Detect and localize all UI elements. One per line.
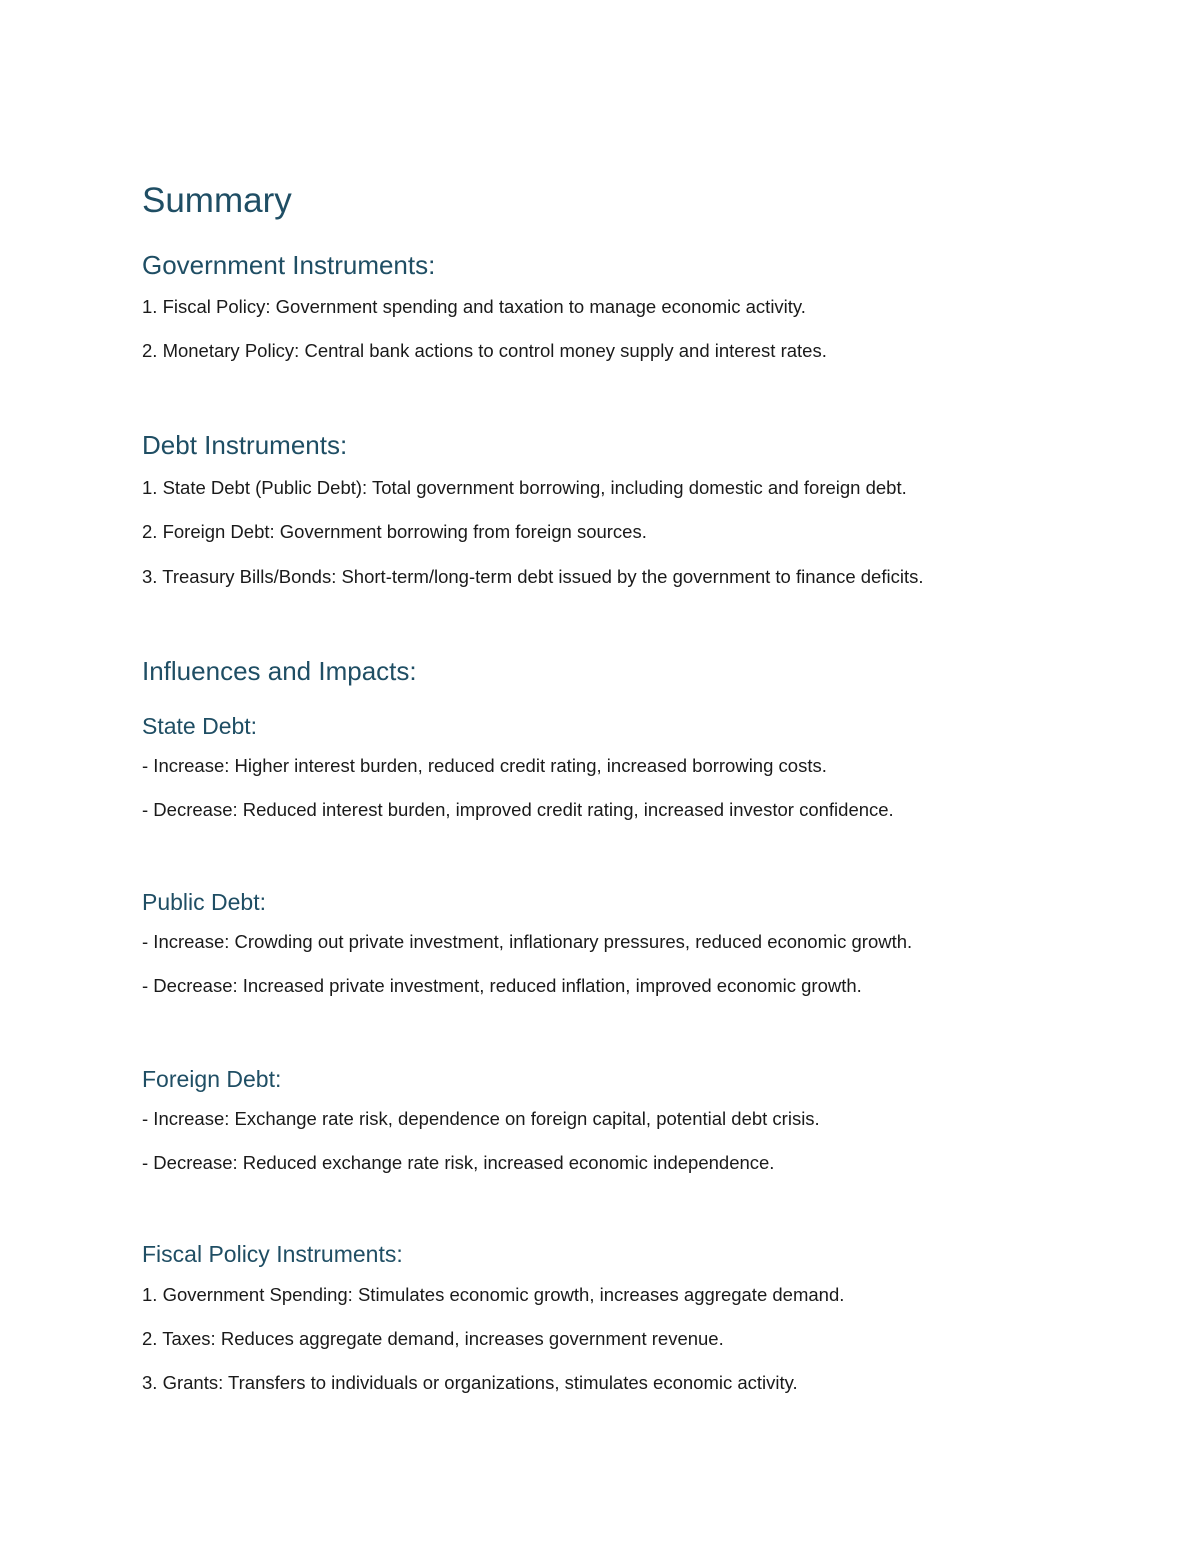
- heading-government-instruments: Government Instruments:: [142, 250, 436, 280]
- list-item: 2. Taxes: Reduces aggregate demand, increases government revenue.: [142, 1328, 724, 1349]
- list-item: 1. State Debt (Public Debt): Total government borrowing, including domestic and foreign debt.: [142, 477, 907, 498]
- list-item: 1. Government Spending: Stimulates economic growth, increases aggregate demand.: [142, 1284, 845, 1305]
- list-item: - Decrease: Increased private investment, reduced inflation, improved economic growth.: [142, 975, 862, 996]
- list-item: - Decrease: Reduced interest burden, improved credit rating, increased investor confidence.: [142, 799, 894, 820]
- page-title: Summary: [142, 181, 292, 220]
- list-item: 2. Foreign Debt: Government borrowing from foreign sources.: [142, 521, 647, 542]
- list-item: - Increase: Exchange rate risk, dependence on foreign capital, potential debt crisis.: [142, 1108, 820, 1129]
- subheading-foreign-debt: Foreign Debt:: [142, 1066, 282, 1092]
- list-item: 3. Grants: Transfers to individuals or organizations, stimulates economic activity.: [142, 1372, 798, 1393]
- list-item: - Increase: Crowding out private investment, inflationary pressures, reduced economic growth.: [142, 931, 913, 952]
- list-item: - Decrease: Reduced exchange rate risk, increased economic independence.: [142, 1152, 775, 1173]
- list-item: 2. Monetary Policy: Central bank actions to control money supply and interest rates.: [142, 340, 827, 361]
- subheading-fiscal-policy-instruments: Fiscal Policy Instruments:: [142, 1241, 403, 1267]
- list-item: - Increase: Higher interest burden, reduced credit rating, increased borrowing costs.: [142, 755, 827, 776]
- list-item: 1. Fiscal Policy: Government spending and taxation to manage economic activity.: [142, 296, 806, 317]
- subheading-public-debt: Public Debt:: [142, 889, 267, 915]
- heading-debt-instruments: Debt Instruments:: [142, 430, 348, 460]
- list-item: 3. Treasury Bills/Bonds: Short-term/long-term debt issued by the government to finance deficits.: [142, 566, 924, 587]
- heading-influences-impacts: Influences and Impacts:: [142, 656, 417, 686]
- subheading-state-debt: State Debt:: [142, 713, 258, 739]
